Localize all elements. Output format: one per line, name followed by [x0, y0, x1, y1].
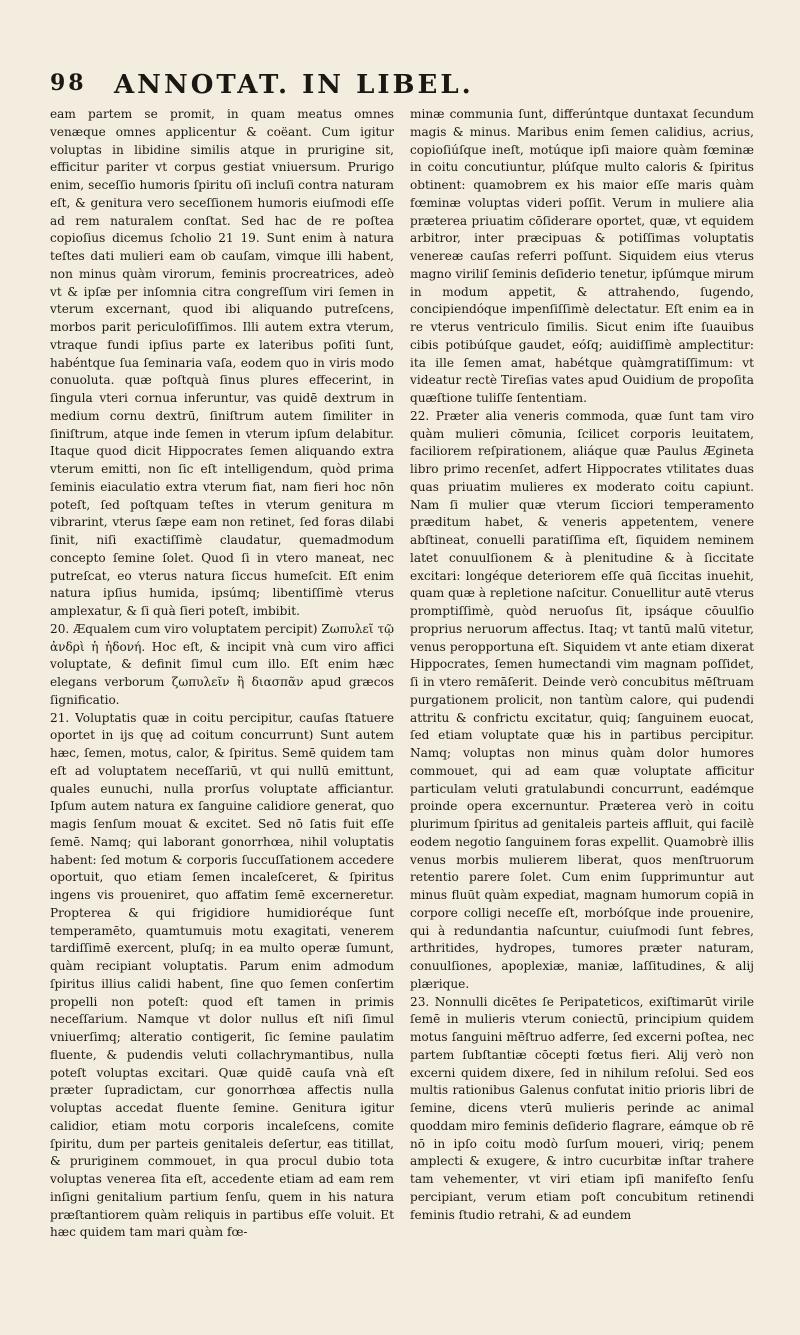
paragraph: eam partem se promit, in quam meatus omnes venæque omnes applicentur & coëant. Cum igitur voluptas in libidine similis atque in prurigine sit, efficitur pariter vt corpus gestiat vniuersum. Prurigo enim, seceſſio humoris ſpiritu oſi incluſi contra naturam eſt, & genitura vero seceſſionem humoris eiuſmodi eſſe ad rem naturalem conſtat. Sed hac de re poſtea copioſius dicemus ſcholio 21 19. Sunt enim à natura teſtes dati mulieri eam ob cauſam, vimque illi habent, non minus quàm virorum, feminis procreatrices, adeò vt & ipſæ per inſomnia citra congreſſum viri ſemen in vterum excernant, quod ibi aliquando putreſcens, morbos parit periculoſiſſimos. Illi autem extra vterum, vtraque fundi ipſius parte ex lateribus poſiti ſunt, habéntque ſua ſeminaria vaſa, eodem quo in viris modo conuoluta. quæ poſtquà ſinus plures effecerint, in ſingula vteri cornua inferuntur, vas quidē dextrum in medium cornu dextrū, ſiniſtrum autem ſimiliter in ſiniſtrum, atque inde ſemen in vterum ipſum delabitur. Itaque quod dicit Hippocrates ſemen aliquando extra vterum emitti, non ſic eſt intelligendum, quòd prima ſeminis eiaculatio extra vterum fiat, nam fieri hoc nōn poteſt, ſed poſtquam teſtes in vterum genitura m vibrarint, vterus ſæpe eam non retinet, ſed foras dilabi ſinit, niſi exactiſſimè claudatur, quemadmodum concepto ſemine ſolet. Quod ſi in vtero maneat, nec putreſcat, eo vterus natura ſiccus humeſcit. Eſt enim natura ipſius humida, ipsúmq; libentiſſimè vterus amplexatur, & ſi quà ſieri poteſt, imbibit. [50, 107, 394, 618]
text-columns [50, 106, 754, 1317]
left-column [50, 106, 394, 1317]
paragraph: 21. Voluptatis quæ in coitu percipitur, cauſas ſtatuere oportet in ijs quę ad coitum concurrunt) Sunt autem hæc, ſemen, motus, calor, & ſpiritus. Semē quidem tam eſt ad voluptatem neceſſariū, vt qui nullū emittunt, quales eunuchi, nulla prorſus voluptate afficiantur. Ipſum autem natura ex ſanguine calidiore generat, quo magis ſenſum mouat & excitet. Sed nō ſatis fuit eſſe ſemē. Namq; qui laborant gonorrhœa, nihil voluptatis habent: ſed motum & corporis ſuccuſſationem accedere oportuit, quo etiam ſemen incaleſceret, & ſpiritus ingens vis proueniret, quo affatim ſemē excerneretur. Propterea & qui frigidiore humidioréque ſunt temperamēto, quamtumuis motu exagitati, venerem tardiſſimē exercent, pluſq; in ea multo operæ ſumunt, quàm recipiant voluptatis. Parum enim admodum ſpiritus illius calidi habent, ſine quo ſemen conſertim propelli non poteſt: quod eſt tamen in primis neceſſarium. Namque vt dolor nullus eſt niſi ſimul vniuerſimq; alteratio contigerit, ſic ſemine paulatim fluente, & pudendis veluti collachrymantibus, nulla poteſt voluptas excitari. Quæ quidē cauſa vnà eſt præter ſupradictam, cur gonorrhœa affectis nulla voluptas accedat fluente ſemine. Genitura igitur calidior, etiam motu corporis incaleſcens, comite ſpiritu, dum per parteis genitaleis deſertur, eas titillat, & pruriginem commouet, in qua procul dubio tota voluptas venerea ſita eſt, accedente etiam ad eam rem inſigni genitalium partium ſenſu, quem in his natura præſtantiorem quàm reliquis in partibus eſſe voluit. Et hæc quidem tam mari quàm fœ- [50, 710, 394, 1240]
running-head-title: ANNOTAT. IN LIBEL. [114, 70, 474, 100]
running-head [50, 70, 754, 100]
paragraph: 22. Præter alia veneris commoda, quæ ſunt tam viro quàm mulieri cōmunia, ſcilicet corporis leuitatem, faciliorem reſpirationem, aliáque quæ Paulus Ægineta libro primo recenſet, adfert Hippocrates vtilitates duas quas priuatim mulieres ex moderato coitu capiunt. Nam ſi mulier quæ vterum ſicciori temperamento præditum habet, & veneris appetentem, venere abſtineat, conuelli paratiſſima eſt, ſiquidem neminem latet conuulſionem & à plenitudine & à ſiccitate excitari: longéque deteriorem eſſe quā ſiccitas inuehit, quam quæ à repletione naſcitur. Conuellitur autē vterus promptiſſimè, quòd neruoſus ſit, ipsáque cōuulſio proprius neruorum affectus. Itaq; vt tantū malū vitetur, venus peropportuna eſt. Siquidem vt ante etiam dixerat Hippocrates, ſemen humectandi vim magnam poſſidet, ſi in vtero remāſerit. Deinde verò concubitus mēſtruam purgationem prolicit, non tantùm calore, qui pudendi attritu & confrictu excitatur, quiq; ſanguinem euocat, ſed etiam voluptate quæ his in partibus percipitur. Namq; voluptas non minus quàm dolor humores commouet, qui ad eam quæ voluptate afficitur particulam veluti gratulabundi concurrunt, eadémque proinde opera excernuntur. Præterea verò in coitu plurimum ſpiritus ad genitaleis parteis affluit, qui facilè eodem negotio ſanguinem foras expellit. Quamobrè illis venus morbis mulierem liberat, quos menſtruorum retentio parere ſolet. Cum enim ſupprimuntur aut minus fluūt quàm expediat, magnam humorum copiā in corpore colligi neceſſe eſt, morbóſque inde prouenire, qui à redundantia naſcuntur, cuiuſmodi ſunt febres, arthritides, hydropes, tumores præter naturam, conuulſiones, apoplexiæ, maniæ, laſſitudines, & alij plærique. [410, 408, 754, 991]
paragraph: 23. Nonnulli dicētes ſe Peripateticos, exiſtimarūt virile ſemē in mulieris vterum coniectū, principium quidem motus ſanguini mēſtruo adferre, ſed excerni poſtea, nec partem ſubſtantiæ cōcepti fœtus fieri. Alij verò non excerni quidem dixere, ſed in nihilum reſolui. Sed eos multis rationibus Galenus confutat initio prioris libri de ſemine, dicens vterū mulieris perinde ac animal quoddam miro feminis deſiderio flagrare, eámque ob rē nō in ipſo coitu modò ſurſum moueri, viriq; penem amplecti & exugere, & intro cucurbitæ inſtar trahere tam vehementer, vt viri etiam ipſi manifeſto ſenſu percipiant, verum etiam poſt concubitum retinendi feminis ſtudio retrahi, & ad eundem [410, 994, 754, 1222]
right-column [410, 106, 754, 1317]
paragraph: minæ communia ſunt, differúntque duntaxat ſecundum magis & minus. Maribus enim ſemen calidius, acrius, copioſiúſque ineſt, motúque ipſi maiore quàm fœminæ in coitu concutiuntur, plúſque multo caloris & ſpiritus obtinent: quamobrem ex his maior eſſe maris quàm fœminæ voluptas videri poſſit. Verum in muliere alia præterea priuatim cōſiderare oportet, quæ, vt equidem arbitror, inter præcipuas & potiſſimas voluptatis venereæ cauſas referri poſſunt. Siquidem eius vterus magno viriliſ ſeminis deſiderio tenetur, ipſúmque mirum in modum appetit, & attrahendo, ſugendo, concipiendóque impenſiſſimè delectatur. Eſt enim ea in re vterus ventriculo ſimilis. Sicut enim iſte ſuauibus cibis potibúſque gaudet, eóſq; auidiſſimè amplectitur: ita ille ſemen amat, habétque quàmgratiſſimum: vt videatur rectè Tireſias vates apud Ouidium de propoſita quæſtione tuliſſe ſententiam. [410, 107, 754, 405]
page-number: 98 [50, 70, 87, 96]
paragraph: 20. Æqualem cum viro voluptatem percipit) Ζωπυλεῖ τῷ ἀνδρὶ ἡ ἡδονή. Hoc eſt, & incipit vnà cum viro affici voluptate, & definit ſimul cum illo. Eſt enim hæc elegans verborum ζωπυλεῖν ἢ διασπᾶν apud græcos ſignificatio. [50, 621, 394, 707]
